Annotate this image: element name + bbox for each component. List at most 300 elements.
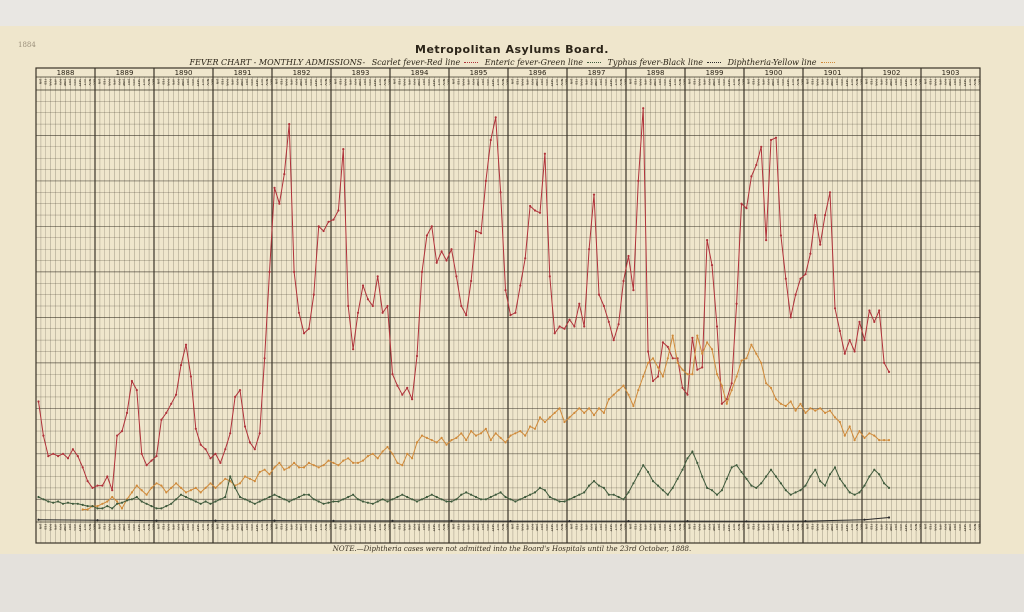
data-point <box>136 389 138 391</box>
data-point <box>259 471 261 473</box>
month-tick-label: JUNE <box>181 79 186 87</box>
month-tick-label: MAR <box>461 79 466 86</box>
data-point <box>524 257 526 259</box>
data-point <box>195 487 197 489</box>
month-tick-label: MAY <box>294 79 299 86</box>
data-point <box>382 450 384 452</box>
month-tick-label: MAR <box>225 524 230 531</box>
data-point <box>888 439 890 441</box>
data-point <box>647 350 649 352</box>
data-point <box>445 444 447 446</box>
month-tick-label: DEC <box>446 524 451 531</box>
month-tick-label: JUNE <box>63 524 68 532</box>
data-point <box>62 503 64 505</box>
month-tick-label: OCT <box>82 79 87 86</box>
month-tick-label: NOV <box>913 524 918 531</box>
month-tick-label: APR <box>171 524 176 530</box>
month-tick-label: JAN <box>805 79 810 85</box>
month-tick-label: APR <box>348 524 353 530</box>
month-tick-label: JULY <box>894 79 899 86</box>
footnote: NOTE.—Diphtheria cases were not admitted into the Board's Hospitals until the 23rd October, 1888. <box>332 545 692 553</box>
year-label: 1896 <box>528 69 547 77</box>
month-tick-label: OCT <box>495 79 500 86</box>
data-point <box>608 321 610 323</box>
month-tick-label: OCT <box>849 79 854 86</box>
month-tick-label: JAN <box>274 79 279 85</box>
month-tick-label: JUNE <box>889 524 894 532</box>
data-point <box>726 478 728 480</box>
data-point <box>42 498 44 500</box>
data-point <box>627 491 629 493</box>
data-point <box>244 475 246 477</box>
data-point <box>863 339 865 341</box>
data-point <box>426 234 428 236</box>
data-point <box>568 520 570 522</box>
data-point <box>377 275 379 277</box>
data-point <box>318 225 320 227</box>
data-point <box>386 500 388 502</box>
data-point <box>47 455 49 457</box>
data-point <box>146 494 148 496</box>
data-point <box>283 469 285 471</box>
data-point <box>740 203 742 205</box>
month-tick-label: FEB <box>43 524 48 530</box>
data-point <box>490 496 492 498</box>
month-tick-label: NOV <box>972 79 977 86</box>
data-point <box>72 448 74 450</box>
data-point <box>598 407 600 409</box>
data-point <box>500 437 502 439</box>
month-tick-label: MAY <box>530 524 535 531</box>
data-point <box>160 419 162 421</box>
data-point <box>175 394 177 396</box>
data-point <box>47 500 49 502</box>
month-tick-label: JAN <box>628 524 633 530</box>
month-tick-label: DEC <box>328 79 333 86</box>
data-point <box>205 448 207 450</box>
month-tick-label: MAR <box>402 524 407 531</box>
data-point <box>716 494 718 496</box>
data-point <box>780 482 782 484</box>
month-tick-label: MAY <box>117 524 122 531</box>
month-tick-label: APR <box>348 79 353 85</box>
month-tick-label: JULY <box>186 79 191 86</box>
data-point <box>416 355 418 357</box>
month-tick-label: MAY <box>648 524 653 531</box>
data-point <box>436 496 438 498</box>
month-tick-label: FEB <box>692 524 697 530</box>
data-point <box>170 487 172 489</box>
data-point <box>249 478 251 480</box>
data-point <box>126 412 128 414</box>
month-tick-label: AUG <box>958 79 963 86</box>
data-point <box>362 500 364 502</box>
data-point <box>111 507 113 509</box>
data-point <box>273 187 275 189</box>
data-point <box>849 425 851 427</box>
data-point <box>622 498 624 500</box>
month-tick-label: MAR <box>284 524 289 531</box>
month-tick-label: JUNE <box>240 79 245 87</box>
data-point <box>150 460 152 462</box>
data-point <box>652 357 654 359</box>
data-point <box>293 271 295 273</box>
month-tick-label: JUNE <box>594 79 599 87</box>
month-tick-label: JULY <box>68 79 73 86</box>
page-number: 1884 <box>18 41 36 49</box>
data-point <box>780 234 782 236</box>
data-point <box>863 437 865 439</box>
data-point <box>888 516 890 518</box>
month-tick-label: JAN <box>38 79 43 85</box>
month-tick-label: MAY <box>235 524 240 531</box>
data-point <box>224 496 226 498</box>
month-tick-label: JAN <box>746 524 751 530</box>
data-point <box>337 500 339 502</box>
data-point <box>96 485 98 487</box>
month-tick-label: JAN <box>746 79 751 85</box>
month-labels-top <box>39 78 982 87</box>
data-point <box>608 494 610 496</box>
data-point <box>559 500 561 502</box>
month-tick-label: OCT <box>318 79 323 86</box>
month-tick-label: JULY <box>363 524 368 531</box>
month-tick-label: DEC <box>800 79 805 86</box>
data-point <box>67 457 69 459</box>
data-point <box>455 275 457 277</box>
data-point <box>445 500 447 502</box>
month-tick-label: JULY <box>363 79 368 86</box>
data-point <box>667 494 669 496</box>
data-point <box>559 325 561 327</box>
data-point <box>111 496 113 498</box>
month-tick-label: SEPT <box>785 524 790 532</box>
data-point <box>598 294 600 296</box>
data-point <box>396 385 398 387</box>
data-point <box>554 498 556 500</box>
year-label: 1895 <box>469 69 488 77</box>
data-point <box>549 496 551 498</box>
data-point <box>824 214 826 216</box>
month-tick-label: OCT <box>259 79 264 86</box>
data-point <box>308 462 310 464</box>
month-tick-label: APR <box>761 79 766 85</box>
data-point <box>293 462 295 464</box>
month-tick-label: MAY <box>58 79 63 86</box>
data-point <box>470 494 472 496</box>
month-tick-label: JULY <box>894 524 899 531</box>
month-tick-label: APR <box>879 524 884 530</box>
data-point <box>618 496 620 498</box>
data-point <box>175 498 177 500</box>
month-tick-label: JUNE <box>830 79 835 87</box>
data-point <box>401 494 403 496</box>
month-tick-label: DEC <box>623 79 628 86</box>
data-point <box>603 487 605 489</box>
data-point <box>888 487 890 489</box>
month-tick-label: SEPT <box>77 524 82 532</box>
data-point <box>431 225 433 227</box>
data-point <box>106 500 108 502</box>
data-point <box>878 309 880 311</box>
month-tick-label: MAR <box>815 79 820 86</box>
month-tick-label: AUG <box>250 524 255 531</box>
data-point <box>559 407 561 409</box>
data-point <box>475 435 477 437</box>
data-point <box>362 460 364 462</box>
legend-prefix: FEVER CHART - MONTHLY ADMISSIONS- <box>189 58 366 67</box>
data-point <box>672 335 674 337</box>
data-point <box>82 508 84 510</box>
month-tick-label: SEPT <box>844 79 849 87</box>
month-tick-label: MAY <box>294 524 299 531</box>
data-point <box>313 464 315 466</box>
month-tick-label: FEB <box>869 79 874 85</box>
month-tick-label: MAY <box>58 524 63 531</box>
month-tick-label: SEPT <box>549 524 554 532</box>
month-tick-label: NOV <box>500 524 505 531</box>
data-point <box>91 487 93 489</box>
month-tick-label: JUNE <box>181 524 186 532</box>
month-tick-label: OCT <box>495 524 500 531</box>
data-point <box>804 520 806 522</box>
month-tick-label: MAY <box>707 524 712 531</box>
data-point <box>298 496 300 498</box>
month-tick-label: SEPT <box>372 524 377 532</box>
data-point <box>190 489 192 491</box>
data-point <box>637 180 639 182</box>
month-tick-label: DEC <box>328 524 333 531</box>
month-tick-label: DEC <box>269 524 274 531</box>
year-label: 1892 <box>292 69 311 77</box>
month-tick-label: SEPT <box>136 524 141 532</box>
month-tick-label: MAY <box>825 524 830 531</box>
month-tick-label: AUG <box>840 524 845 531</box>
data-point <box>116 435 118 437</box>
data-point <box>264 469 266 471</box>
data-point <box>52 502 54 504</box>
data-point <box>686 520 688 522</box>
month-tick-label: SEPT <box>254 79 259 87</box>
data-point <box>563 421 565 423</box>
month-tick-label: JUNE <box>712 79 717 87</box>
month-tick-label: FEB <box>456 79 461 85</box>
month-tick-label: JAN <box>805 524 810 530</box>
data-point <box>829 410 831 412</box>
data-point <box>337 209 339 211</box>
month-tick-label: JULY <box>540 79 545 86</box>
data-point <box>868 309 870 311</box>
month-tick-label: NOV <box>441 524 446 531</box>
month-tick-label: SEPT <box>77 79 82 87</box>
data-point <box>745 357 747 359</box>
data-point <box>141 453 143 455</box>
month-tick-label: SEPT <box>490 79 495 87</box>
data-point <box>799 489 801 491</box>
month-tick-label: SEPT <box>962 524 967 532</box>
month-tick-label: JUNE <box>771 524 776 532</box>
month-tick-label: JUNE <box>948 524 953 532</box>
data-point <box>829 191 831 193</box>
data-point <box>637 473 639 475</box>
data-point <box>795 491 797 493</box>
data-point <box>554 412 556 414</box>
month-tick-label: JULY <box>127 79 132 86</box>
data-point <box>549 275 551 277</box>
data-point <box>622 280 624 282</box>
month-tick-label: NOV <box>559 79 564 86</box>
month-tick-label: APR <box>820 79 825 85</box>
month-tick-label: JAN <box>864 524 869 530</box>
month-tick-label: DEC <box>210 79 215 86</box>
data-point <box>155 482 157 484</box>
month-tick-label: FEB <box>692 79 697 85</box>
month-tick-label: AUG <box>250 79 255 86</box>
data-point <box>858 491 860 493</box>
data-point <box>529 205 531 207</box>
data-point <box>165 412 167 414</box>
data-point <box>441 437 443 439</box>
month-tick-label: SEPT <box>903 79 908 87</box>
data-point <box>239 482 241 484</box>
data-point <box>790 494 792 496</box>
month-tick-label: OCT <box>908 79 913 86</box>
month-tick-label: SEPT <box>254 524 259 532</box>
month-tick-label: MAY <box>117 79 122 86</box>
month-tick-label: MAR <box>579 524 584 531</box>
month-tick-label: JAN <box>97 524 102 530</box>
month-tick-label: MAY <box>766 524 771 531</box>
year-label: 1889 <box>115 69 134 77</box>
data-point <box>696 369 698 371</box>
data-point <box>686 373 688 375</box>
data-point <box>490 439 492 441</box>
month-tick-label: NOV <box>500 79 505 86</box>
data-point <box>416 441 418 443</box>
month-tick-label: FEB <box>456 524 461 530</box>
data-point <box>121 502 123 504</box>
month-tick-label: JUNE <box>417 79 422 87</box>
month-tick-label: SEPT <box>549 79 554 87</box>
data-point <box>170 403 172 405</box>
month-tick-label: AUG <box>427 79 432 86</box>
month-tick-label: JUNE <box>594 524 599 532</box>
data-point <box>504 496 506 498</box>
data-point <box>878 473 880 475</box>
data-point <box>72 503 74 505</box>
month-tick-label: JUNE <box>535 79 540 87</box>
data-point <box>101 503 103 505</box>
month-tick-label: FEB <box>751 524 756 530</box>
month-tick-label: OCT <box>672 524 677 531</box>
month-tick-label: JULY <box>658 79 663 86</box>
data-point <box>711 264 713 266</box>
month-tick-label: AUG <box>781 79 786 86</box>
data-point <box>495 494 497 496</box>
month-tick-label: MAY <box>825 79 830 86</box>
data-point <box>352 462 354 464</box>
data-point <box>214 520 216 522</box>
month-tick-label: MAY <box>589 79 594 86</box>
data-point <box>726 403 728 405</box>
month-tick-label: JULY <box>717 79 722 86</box>
month-tick-label: DEC <box>387 524 392 531</box>
data-point <box>170 503 172 505</box>
data-point <box>524 496 526 498</box>
data-point <box>298 466 300 468</box>
month-tick-label: JAN <box>864 79 869 85</box>
data-point <box>155 507 157 509</box>
data-point <box>52 453 54 455</box>
data-point <box>150 487 152 489</box>
data-point <box>205 500 207 502</box>
data-point <box>603 412 605 414</box>
data-point <box>180 494 182 496</box>
month-tick-label: NOV <box>264 524 269 531</box>
data-point <box>470 280 472 282</box>
data-point <box>465 314 467 316</box>
data-point <box>273 466 275 468</box>
data-point <box>121 430 123 432</box>
data-point <box>839 478 841 480</box>
month-tick-label: NOV <box>382 79 387 86</box>
data-point <box>490 139 492 141</box>
month-tick-label: NOV <box>205 79 210 86</box>
data-point <box>775 398 777 400</box>
month-tick-label: OCT <box>318 524 323 531</box>
month-tick-label: OCT <box>377 79 382 86</box>
data-point <box>662 375 664 377</box>
data-point <box>219 482 221 484</box>
month-tick-label: NOV <box>559 524 564 531</box>
data-point <box>470 430 472 432</box>
data-point <box>568 416 570 418</box>
data-point <box>175 482 177 484</box>
data-point <box>573 325 575 327</box>
data-point <box>568 319 570 321</box>
data-point <box>804 485 806 487</box>
month-tick-label: MAY <box>884 79 889 86</box>
data-point <box>839 421 841 423</box>
month-tick-label: APR <box>171 79 176 85</box>
month-tick-label: APR <box>407 524 412 530</box>
series-line <box>83 336 889 510</box>
data-point <box>701 366 703 368</box>
data-point <box>450 248 452 250</box>
data-point <box>141 489 143 491</box>
month-tick-label: DEC <box>446 79 451 86</box>
month-tick-label: OCT <box>849 524 854 531</box>
data-point <box>642 375 644 377</box>
data-point <box>224 448 226 450</box>
month-tick-label: SEPT <box>726 524 731 532</box>
month-tick-label: MAY <box>235 79 240 86</box>
month-tick-label: FEB <box>574 79 579 85</box>
month-tick-label: SEPT <box>313 524 318 532</box>
month-tick-label: MAR <box>225 79 230 86</box>
month-tick-label: AUG <box>840 79 845 86</box>
month-tick-label: MAR <box>638 524 643 531</box>
data-point <box>716 325 718 327</box>
data-point <box>254 448 256 450</box>
month-tick-label: AUG <box>722 524 727 531</box>
data-point <box>691 373 693 375</box>
month-tick-label: JAN <box>333 79 338 85</box>
data-point <box>539 487 541 489</box>
month-tick-label: APR <box>879 79 884 85</box>
data-point <box>155 455 157 457</box>
data-point <box>96 519 98 521</box>
